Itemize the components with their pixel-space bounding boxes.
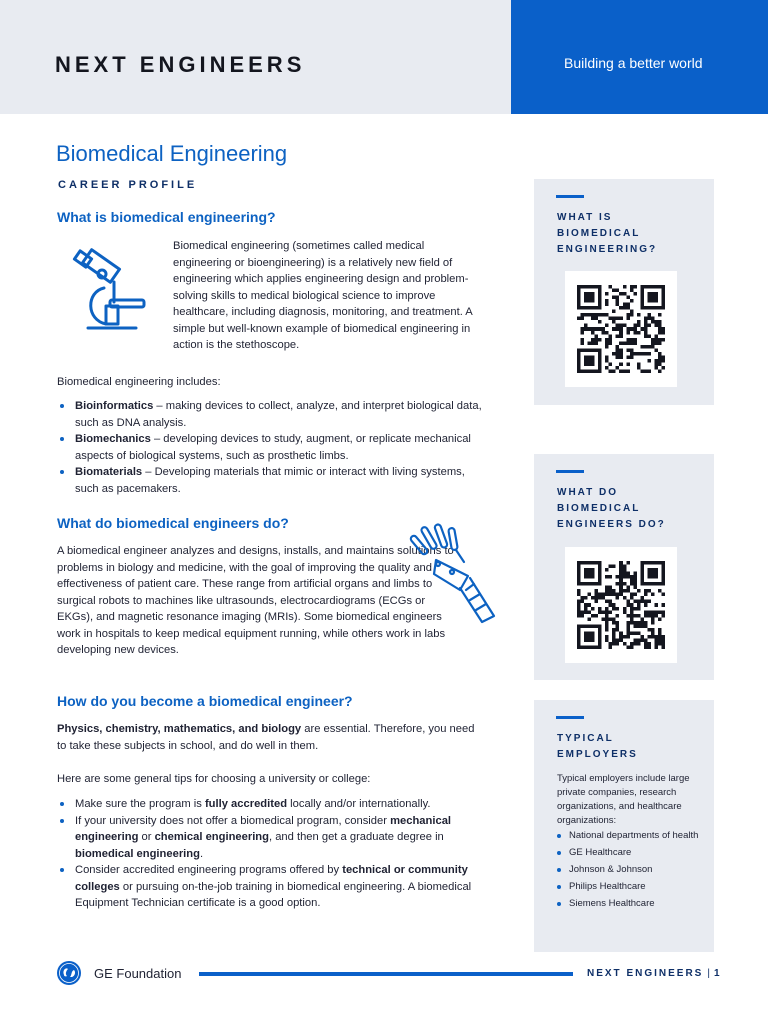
sidecard-title	[557, 485, 666, 533]
list-item	[57, 862, 482, 912]
tip-text: or pursuing on-the-job training in biomedical engineering. A biomedical Equipment Technician certificate is a good option.	[75, 880, 472, 909]
term: Biomechanics	[75, 433, 151, 445]
tip-bold: chemical engineering	[154, 831, 269, 843]
tip-text: Make sure the program is	[75, 798, 205, 810]
employers-list	[554, 829, 709, 914]
term-desc: – developing devices to study, augment, or replicate mechanical aspects of biological systems, such as prosthetic limbs.	[75, 433, 471, 462]
subjects: Physics, chemistry, mathematics, and biology	[57, 723, 302, 735]
brand-title: NEXT ENGINEERS	[55, 52, 306, 77]
tip-text: or	[138, 831, 155, 843]
subjects-paragraph	[57, 721, 477, 754]
sidecard-title	[557, 731, 638, 763]
microscope-icon	[70, 244, 150, 336]
sidecard-employers	[534, 700, 714, 952]
title-line: ENGINEERING?	[557, 244, 658, 255]
title-line: TYPICAL	[557, 733, 614, 744]
qr-modules	[577, 285, 665, 373]
intro-paragraph: Biomedical engineering (sometimes called medical engineering or bioengineering) is a relatively new field of engineering which applies engineering design and problem-solving skills to medical biological science to improve healthcare, including diagnosis, monitoring, and treatment. A simple but well-known example of biomedical engineering in action is the stethoscope.	[173, 240, 473, 351]
list-item: Siemens Healthcare	[554, 897, 709, 911]
list-item: National departments of health	[554, 829, 709, 843]
list-item	[57, 813, 482, 863]
term-desc: – making devices to collect, analyze, and interpret biological data, such as DNA analysis.	[75, 400, 482, 429]
tip-bold: fully accredited	[204, 798, 288, 810]
accent-dash	[556, 195, 584, 198]
term: Biomaterials	[75, 466, 143, 478]
title-line: WHAT DO	[557, 487, 619, 498]
list-item: Johnson & Johnson	[554, 863, 709, 877]
term: Bioinformatics	[75, 400, 154, 412]
tip-text: Consider accredited engineering programs offered by	[75, 864, 343, 876]
tip-text: , and then get a graduate degree in	[268, 831, 444, 843]
list-item	[57, 431, 482, 464]
includes-label: Biomedical engineering includes:	[57, 376, 221, 388]
career-profile-label: CAREER PROFILE	[58, 179, 198, 191]
qr-code-icon	[577, 561, 665, 649]
heading-what-is: What is biomedical engineering?	[57, 209, 276, 225]
employers-intro: Typical employers include large private companies, research organizations, and healthcare organizations:	[557, 773, 690, 826]
list-item: GE Healthcare	[554, 846, 709, 860]
tip-text: If your university does not offer a biomedical program, consider	[75, 814, 391, 827]
section2-body: A biomedical engineer analyzes and designs, installs, and maintains solutions to problems in biology and medicine, with the goal of improving the quality and effectiveness of patient care. These range from artificial organs and limbs to surgical robots to machines like ultrasounds, electrocardiograms (ECGs or EKGs), and magnetic resonance imaging (MRIs). Some biomedical engineers work in hospitals to keep medical equipment running, while others work in labs developing new devices.	[57, 545, 454, 656]
list-item	[57, 464, 482, 497]
title-line: EMPLOYERS	[557, 749, 638, 760]
footer-org-name: GE Foundation	[94, 966, 182, 981]
tip-bold: biomedical engineering	[75, 847, 200, 860]
qr-code-icon	[577, 285, 665, 373]
qr-code-what-do[interactable]	[565, 547, 677, 663]
list-item	[57, 398, 482, 431]
footer-brand: NEXT ENGINEERS	[587, 968, 704, 979]
header-band	[0, 0, 768, 114]
list-item	[57, 796, 482, 813]
footer-divider	[199, 972, 573, 976]
heading-what-do: What do biomedical engineers do?	[57, 515, 289, 531]
robotic-hand-icon	[408, 520, 508, 624]
qr-code-what-is[interactable]	[565, 271, 677, 387]
tip-text: .	[199, 847, 204, 860]
tips-list	[57, 796, 482, 912]
title-line: ENGINEERS DO?	[557, 519, 666, 530]
title-line: BIOMEDICAL	[557, 228, 641, 239]
sidecard-what-is	[534, 179, 714, 405]
sidecard-title	[557, 210, 657, 258]
page-title: Biomedical Engineering	[56, 141, 288, 166]
title-line: BIOMEDICAL	[557, 503, 641, 514]
page-number: 1	[713, 968, 722, 979]
accent-dash	[556, 716, 584, 719]
includes-list	[57, 398, 482, 497]
sidecard-what-do	[534, 454, 714, 680]
tip-text: locally and/or internationally.	[287, 798, 431, 810]
accent-dash	[556, 470, 584, 473]
tip-bold: mechanical engineering	[75, 814, 452, 843]
heading-how-become: How do you become a biomedical engineer?	[57, 693, 353, 709]
qr-modules	[577, 561, 665, 649]
footer-separator: |	[707, 968, 710, 979]
ge-logo	[56, 960, 82, 986]
tips-intro: Here are some general tips for choosing a university or college:	[57, 773, 371, 785]
title-line: WHAT IS	[557, 212, 613, 223]
tip-bold: technical or community colleges	[75, 864, 468, 893]
list-item: Philips Healthcare	[554, 880, 709, 894]
term-desc: – Developing materials that mimic or interact with living systems, such as pacemakers.	[75, 466, 465, 495]
subjects-rest: are essential. Therefore, you need to take these subjects in school, and do well in them.	[57, 723, 475, 752]
footer-page-label	[587, 968, 722, 979]
tagline: Building a better world	[564, 55, 703, 71]
